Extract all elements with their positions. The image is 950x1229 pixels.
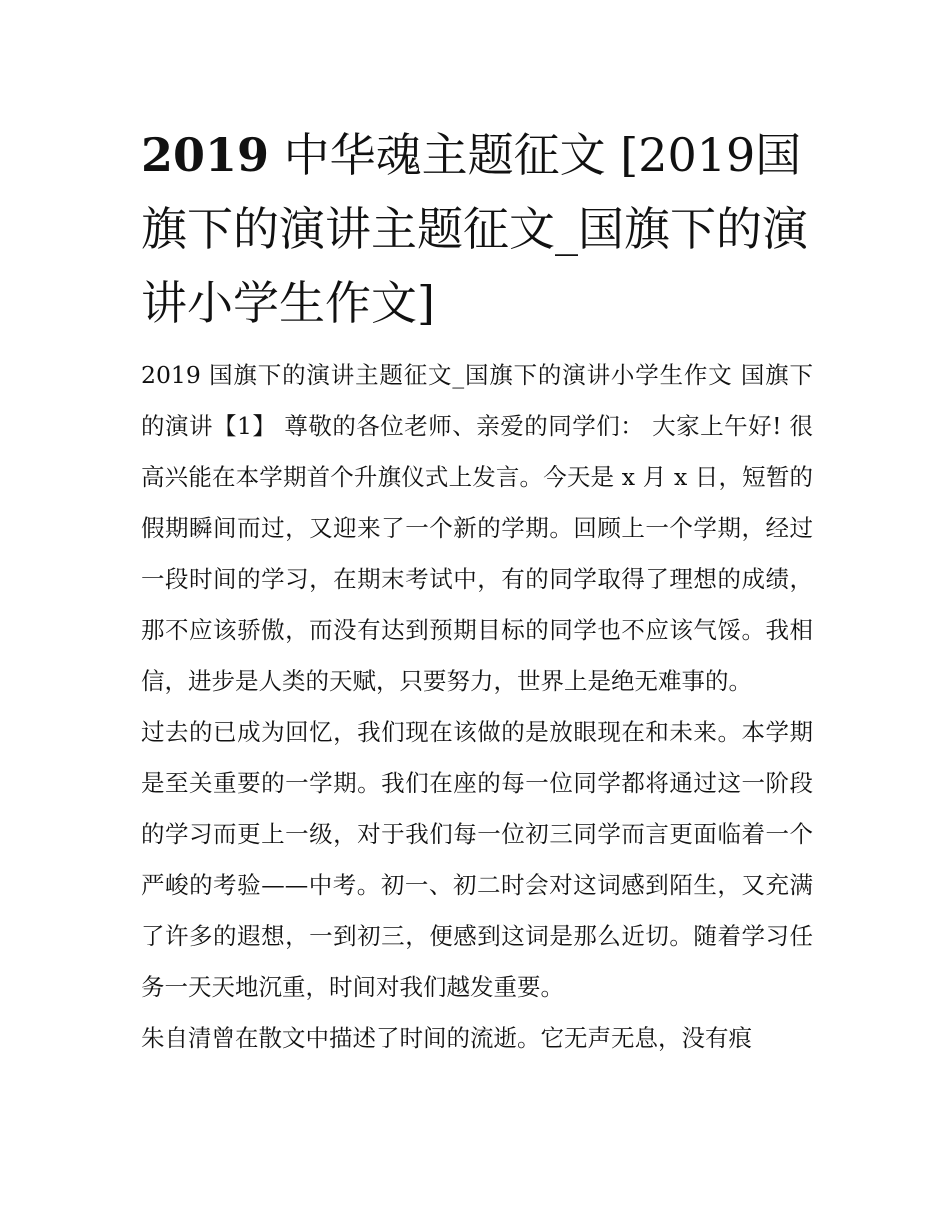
title-year: 2019 bbox=[141, 128, 270, 182]
title-text: 中华魂主题征文 [2019国旗下的演讲主题征文_国旗下的演讲小学生作文] bbox=[141, 128, 808, 330]
document-title bbox=[141, 118, 813, 340]
document-body bbox=[141, 350, 813, 1064]
document-content bbox=[141, 118, 813, 1064]
paragraph: 过去的已成为回忆，我们现在该做的是放眼现在和未来。本学期是至关重要的一学期。我们在座的每一位同学都将通过这一阶段的学习而更上一级，对于我们每一位初三同学而言更面临着一个严峻的考验——中考。初一、初二时会对这词感到陌生，又充满了许多的遐想，一到初三，便感到这词是那么近切。随着学习任务一天天地沉重，时间对我们越发重要。 bbox=[141, 718, 813, 1001]
paragraph: 朱自清曾在散文中描述了时间的流逝。它无声无息，没有痕 bbox=[141, 1024, 752, 1052]
paragraph: 2019 国旗下的演讲主题征文_国旗下的演讲小学生作文 国旗下的演讲【1】 尊敬的各位老师、亲爱的同学们： 大家上午好! 很高兴能在本学期首个升旗仪式上发言。今天是 x 月 x 日，短暂的假期瞬间而过，又迎来了一个新的学期。回顾上一个学期，经过一段时间的学习，在期末考试中，有的同学取得了理想的成绩，那不应该骄傲，而没有达到预期目标的同学也不应该气馁。我相信，进步是人类的天赋，只要努力，世界上是绝无难事的。 bbox=[141, 361, 813, 695]
